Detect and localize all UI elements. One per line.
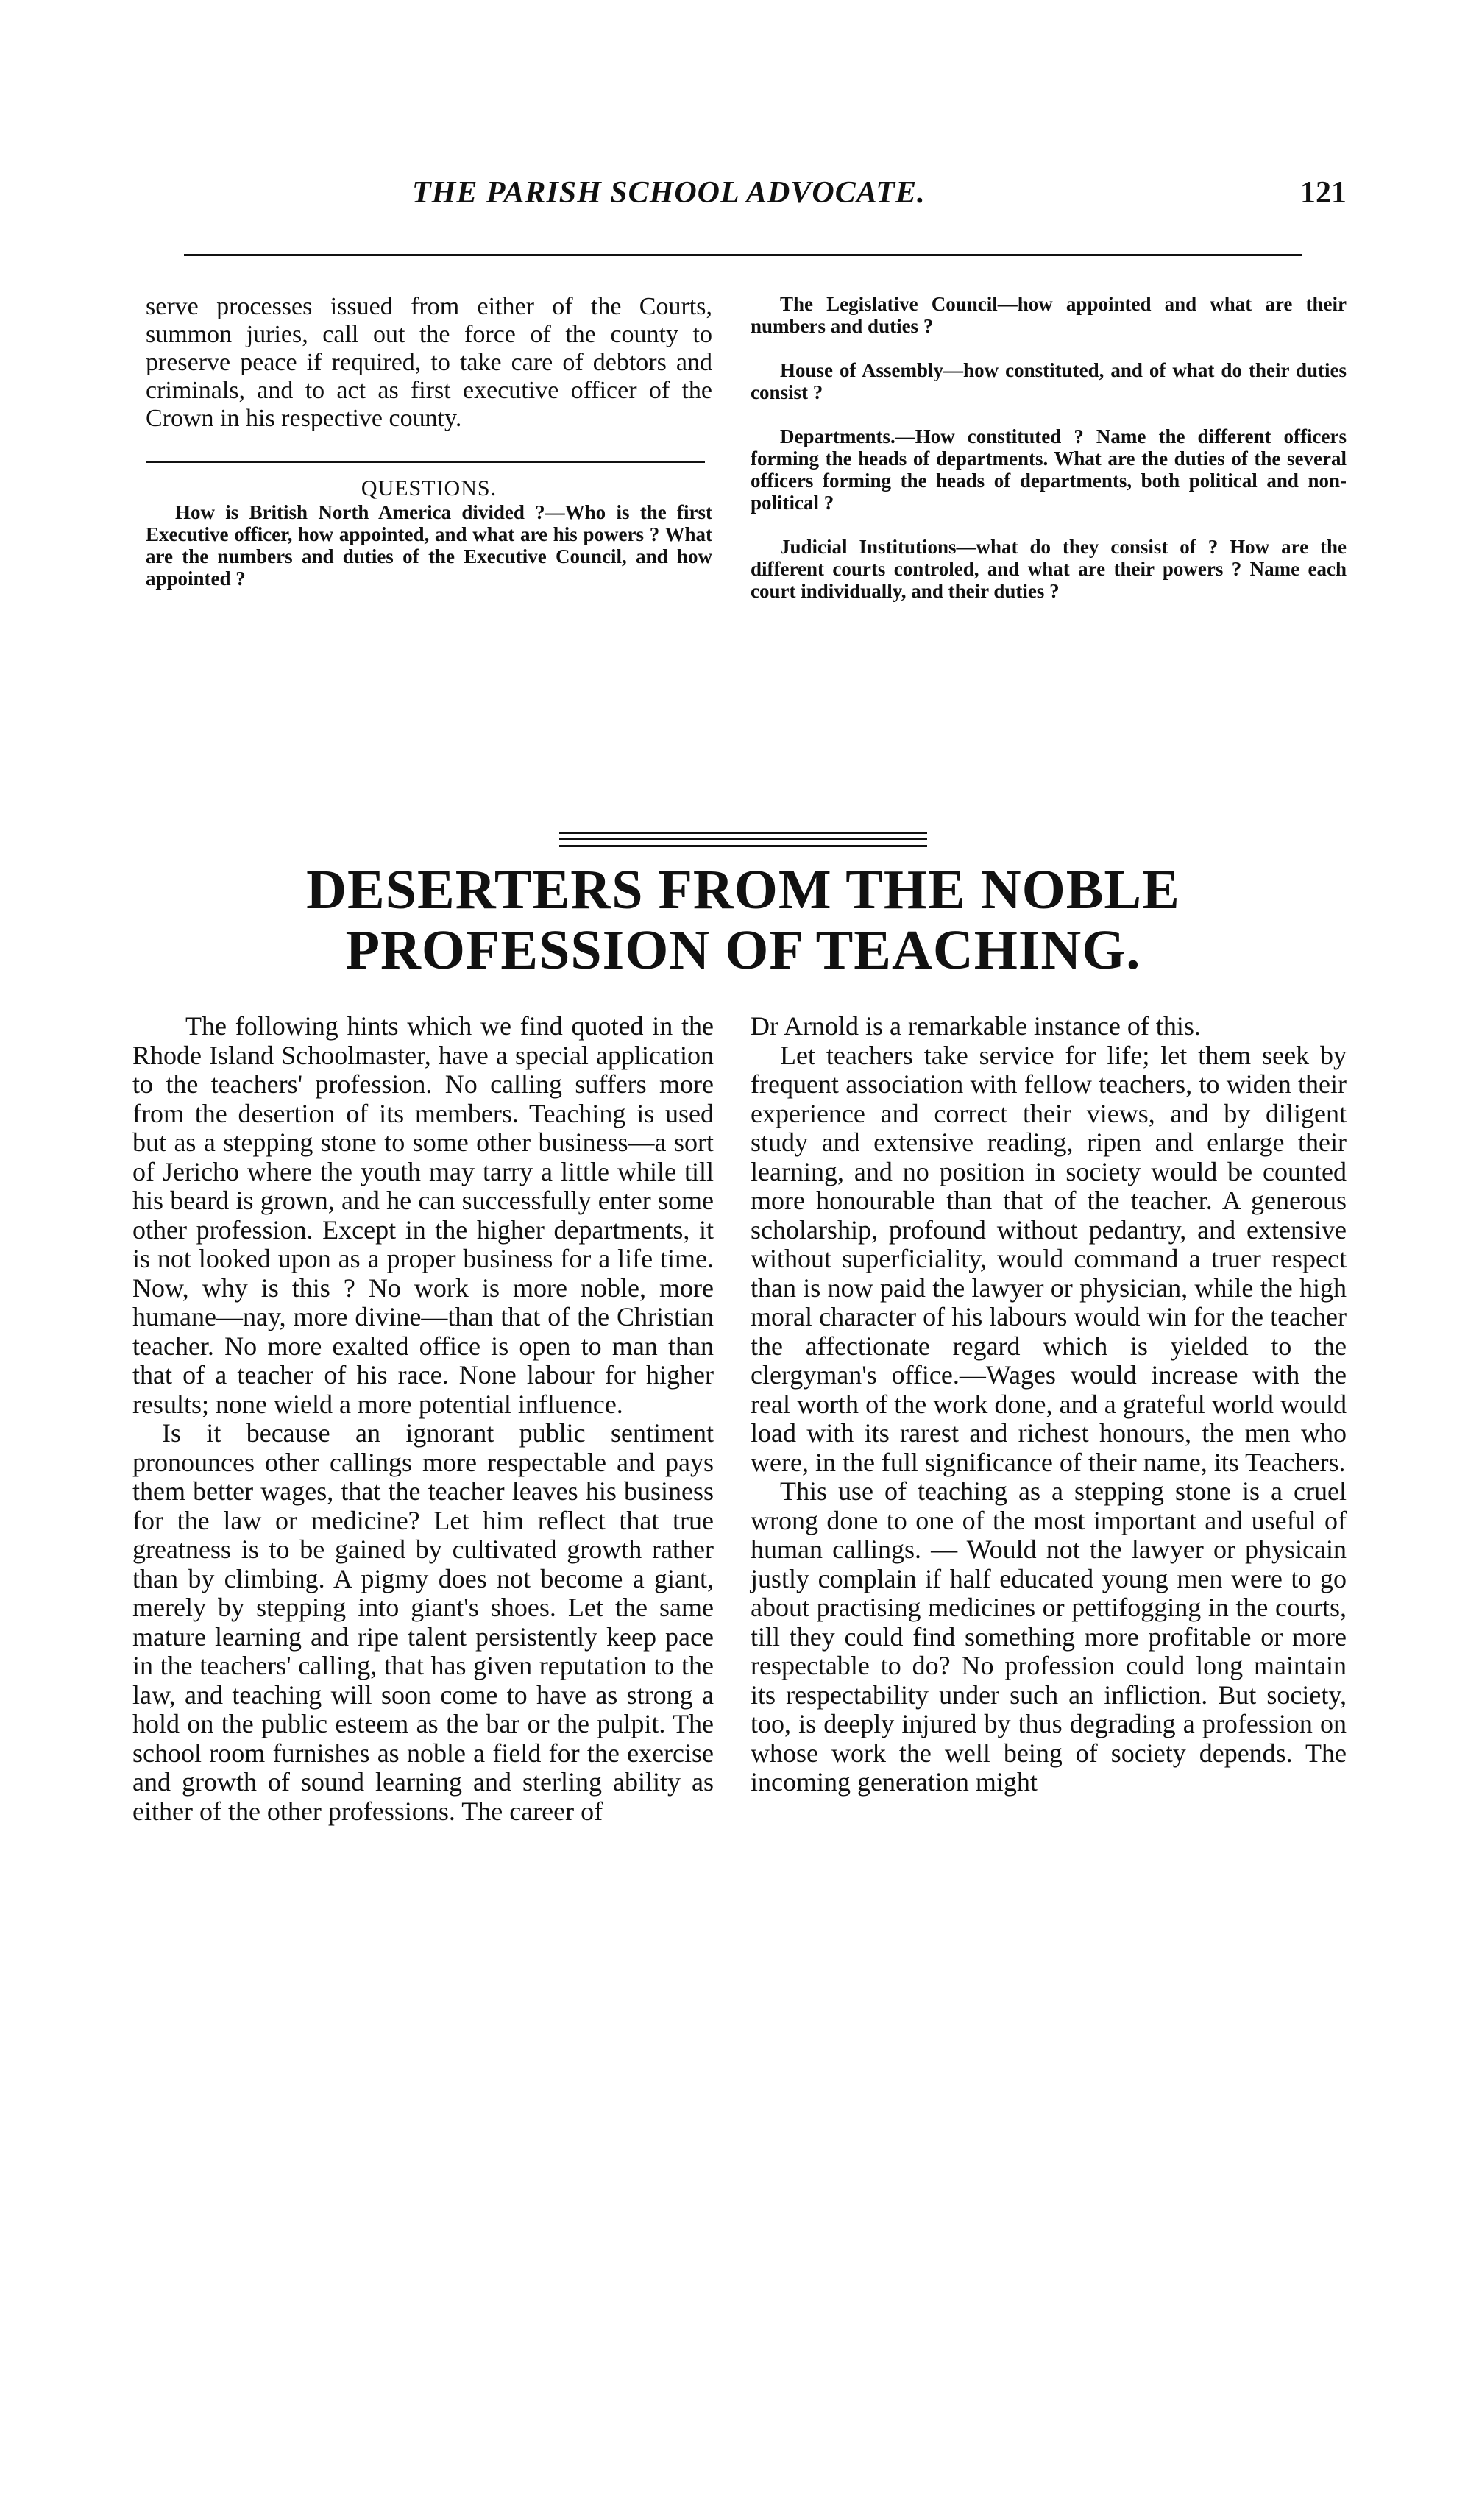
- article-paragraph: Let teachers take service for life; let them seek by frequent association with fellow teachers, to widen their experience and correct their views, and by diligent study and extensive reading, ripen and enlarge their learning, and no position in society would be counted more honourable than that of the teacher. A generous scholarship, profound without pedantry, and extensive without superficiality, would command a truer respect than is now paid the lawyer or physician, while the high moral character of his labours would win for the teacher the affectionate regard which is yielded to the clergyman's office.—Wages would increase with the real worth of the work done, and a grateful world would load with its rarest and richest honours, the men who were, in the full significance of their name, its Teachers.: [751, 1040, 1347, 1477]
- question-item: House of Assembly—how constituted, and of what do their duties consist ?: [751, 359, 1347, 403]
- question-item: How is British North America divided ?—Who is the first Executive officer, how appointed, and what are his powers ? What are the numbers and duties of the Executive Council, and how appointed ?: [146, 501, 712, 590]
- questions-heading: QUESTIONS.: [361, 476, 497, 500]
- header-rule: [184, 254, 1302, 256]
- continued-paragraph: serve processes issued from either of the Courts, summon juries, call out the force of the county to preserve peace if required, to take care of debtors and criminals, and to act as first executive officer of the Crown in his respective county.: [146, 293, 712, 432]
- question-item: Departments.—How constituted ? Name the different officers forming the heads of departments. What are the duties of the several officers forming the heads of departments, both political and non-political ?: [751, 425, 1347, 514]
- article-headline: DESERTERS FROM THE NOBLE PROFESSION OF TEACHING.: [306, 859, 1180, 981]
- article-right-column: [751, 1012, 1347, 1797]
- article-paragraph: Is it because an ignorant public sentiment pronounces other callings more respectable and pays them better wages, that the teacher leaves his business for the law or medicine? Let him reflect that true greatness is to be gained by cultivated growth rather than by climbing. A pigmy does not become a giant, merely by stepping into giant's shoes. Let the same mature learning and ripe talent persistently keep pace in the teachers' calling, that has given reputation to the law, and teaching will soon come to have as strong a hold on the public esteem as the bar or the pulpit. The school room furnishes as noble a field for the exercise and growth of sound learning and sterling ability as either of the other professions. The career of: [132, 1418, 714, 1826]
- upper-right-column: [751, 293, 1347, 624]
- article-paragraph: The following hints which we find quoted in the Rhode Island Schoolmaster, have a special application to the teachers' profession. No calling suffers more from the desertion of its members. Teaching is used but as a stepping stone to some other business—a sort of Jericho where the youth may tarry a little while till his beard is grown, and he can successfully enter some other profession. Except in the higher departments, it is not looked upon as a proper business for a life time. Now, why is this ? No work is more noble, more humane—nay, more divine—than that of the Christian teacher. No more exalted office is open to man than that of a teacher of his race. None labour for higher results; none wield a more potential influence.: [132, 1011, 714, 1419]
- article-paragraph: Dr Arnold is a remarkable instance of this.: [751, 1011, 1201, 1041]
- article-left-column: [132, 1012, 714, 1826]
- question-item: The Legislative Council—how appointed and what are their numbers and duties ?: [751, 293, 1347, 337]
- page-number: 121: [1300, 176, 1347, 210]
- running-title: THE PARISH SCHOOL ADVOCATE.: [412, 176, 926, 210]
- question-item: Judicial Institutions—what do they consist of ? How are the different courts controled, and what are their powers ? Name each court individually, and their duties ?: [751, 536, 1347, 602]
- running-head: [147, 175, 1347, 219]
- article-paragraph: This use of teaching as a stepping stone is a cruel wrong done to one of the most important and useful of human callings. — Would not the lawyer or physicain justly complain if half educated young men were to go about practising medicines or pettifogging in the courts, till they could find something more profitable or more respectable to do? No profession could long maintain its respectability under such an infliction. But society, too, is deeply injured by thus degrading a profession on whose work the well being of society depends. The incoming generation might: [751, 1476, 1347, 1797]
- double-rule-divider: [559, 832, 927, 852]
- section-rule: [146, 461, 705, 463]
- upper-left-column: [146, 293, 712, 590]
